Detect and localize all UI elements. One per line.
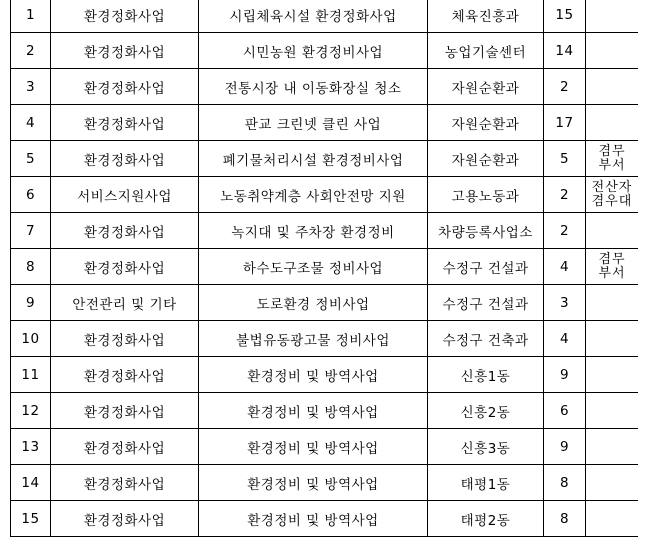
- row-number-cell: 1: [11, 0, 51, 33]
- note-cell: [586, 321, 639, 357]
- category-cell: 환경정화사업: [51, 429, 199, 465]
- project-name-cell: 환경정비 및 방역사업: [199, 465, 428, 501]
- department-cell: 체육진흥과: [428, 0, 544, 33]
- department-cell: 차량등록사업소: [428, 213, 544, 249]
- note-cell: [586, 249, 639, 285]
- row-number-cell: 13: [11, 429, 51, 465]
- table-row: [11, 249, 639, 285]
- row-number-cell: 12: [11, 393, 51, 429]
- department-cell: 자원순환과: [428, 69, 544, 105]
- department-cell: 태평1동: [428, 465, 544, 501]
- department-cell: 자원순환과: [428, 141, 544, 177]
- note-line: 겸무: [598, 251, 626, 267]
- count-cell: 4: [544, 249, 586, 285]
- count-cell: 8: [544, 501, 586, 537]
- category-cell: 안전관리 및 기타: [51, 285, 199, 321]
- project-table: [10, 0, 638, 537]
- table-row: [11, 357, 639, 393]
- category-cell: 환경정화사업: [51, 213, 199, 249]
- row-number-cell: 2: [11, 33, 51, 69]
- project-name-cell: 전통시장 내 이동화장실 청소: [199, 69, 428, 105]
- category-cell: 환경정화사업: [51, 465, 199, 501]
- count-cell: 15: [544, 0, 586, 33]
- count-cell: 17: [544, 105, 586, 141]
- note-cell: [586, 177, 639, 213]
- note-cell: [586, 141, 639, 177]
- row-number-cell: 10: [11, 321, 51, 357]
- row-number-cell: 11: [11, 357, 51, 393]
- count-cell: 14: [544, 33, 586, 69]
- category-cell: 환경정화사업: [51, 321, 199, 357]
- note-cell: [586, 0, 639, 33]
- row-number-cell: 5: [11, 141, 51, 177]
- table-row: [11, 33, 639, 69]
- table-row: [11, 321, 639, 357]
- category-cell: 환경정화사업: [51, 33, 199, 69]
- count-cell: 5: [544, 141, 586, 177]
- note-line: 부서: [598, 265, 626, 281]
- project-name-cell: 하수도구조물 정비사업: [199, 249, 428, 285]
- project-name-cell: 도로환경 정비사업: [199, 285, 428, 321]
- table-row: [11, 285, 639, 321]
- note-line: 부서: [598, 157, 626, 173]
- count-cell: 6: [544, 393, 586, 429]
- category-cell: 환경정화사업: [51, 0, 199, 33]
- note-cell: [586, 465, 639, 501]
- department-cell: 수정구 건설과: [428, 249, 544, 285]
- category-cell: 환경정화사업: [51, 501, 199, 537]
- count-cell: 8: [544, 465, 586, 501]
- note-cell: [586, 285, 639, 321]
- project-name-cell: 불법유동광고물 정비사업: [199, 321, 428, 357]
- table-row: [11, 429, 639, 465]
- count-cell: 9: [544, 429, 586, 465]
- row-number-cell: 15: [11, 501, 51, 537]
- category-cell: 환경정화사업: [51, 249, 199, 285]
- department-cell: 수정구 건축과: [428, 321, 544, 357]
- row-number-cell: 4: [11, 105, 51, 141]
- table-row: [11, 393, 639, 429]
- project-name-cell: 시립체육시설 환경정화사업: [199, 0, 428, 33]
- project-name-cell: 환경정비 및 방역사업: [199, 393, 428, 429]
- row-number-cell: 9: [11, 285, 51, 321]
- note-line: 겸우대: [591, 193, 633, 209]
- category-cell: 환경정화사업: [51, 105, 199, 141]
- department-cell: 신흥1동: [428, 357, 544, 393]
- note-cell: [586, 429, 639, 465]
- department-cell: 신흥2동: [428, 393, 544, 429]
- table-row: [11, 0, 639, 33]
- note-line: 겸무: [598, 143, 626, 159]
- project-name-cell: 녹지대 및 주차장 환경정비: [199, 213, 428, 249]
- project-name-cell: 환경정비 및 방역사업: [199, 429, 428, 465]
- table-row: [11, 501, 639, 537]
- category-cell: 서비스지원사업: [51, 177, 199, 213]
- count-cell: 4: [544, 321, 586, 357]
- project-name-cell: 폐기물처리시설 환경정비사업: [199, 141, 428, 177]
- count-cell: 2: [544, 213, 586, 249]
- count-cell: 9: [544, 357, 586, 393]
- category-cell: 환경정화사업: [51, 69, 199, 105]
- row-number-cell: 14: [11, 465, 51, 501]
- project-name-cell: 판교 크린넷 클린 사업: [199, 105, 428, 141]
- department-cell: 수정구 건설과: [428, 285, 544, 321]
- table-row: [11, 141, 639, 177]
- category-cell: 환경정화사업: [51, 357, 199, 393]
- category-cell: 환경정화사업: [51, 141, 199, 177]
- note-line: 전산자: [591, 179, 633, 195]
- row-number-cell: 3: [11, 69, 51, 105]
- count-cell: 2: [544, 177, 586, 213]
- row-number-cell: 8: [11, 249, 51, 285]
- note-cell: [586, 33, 639, 69]
- note-cell: [586, 393, 639, 429]
- project-name-cell: 환경정비 및 방역사업: [199, 501, 428, 537]
- table-body: [11, 0, 639, 537]
- note-cell: [586, 501, 639, 537]
- table-row: [11, 177, 639, 213]
- department-cell: 고용노동과: [428, 177, 544, 213]
- table-row: [11, 69, 639, 105]
- department-cell: 농업기술센터: [428, 33, 544, 69]
- table-row: [11, 105, 639, 141]
- project-table-container: [10, 0, 638, 546]
- department-cell: 태평2동: [428, 501, 544, 537]
- project-name-cell: 시민농원 환경정비사업: [199, 33, 428, 69]
- note-cell: [586, 105, 639, 141]
- row-number-cell: 7: [11, 213, 51, 249]
- count-cell: 2: [544, 69, 586, 105]
- project-name-cell: 환경정비 및 방역사업: [199, 357, 428, 393]
- department-cell: 신흥3동: [428, 429, 544, 465]
- note-cell: [586, 357, 639, 393]
- count-cell: 3: [544, 285, 586, 321]
- note-cell: [586, 213, 639, 249]
- note-cell: [586, 69, 639, 105]
- category-cell: 환경정화사업: [51, 393, 199, 429]
- table-row: [11, 213, 639, 249]
- project-name-cell: 노동취약계층 사회안전망 지원: [199, 177, 428, 213]
- department-cell: 자원순환과: [428, 105, 544, 141]
- row-number-cell: 6: [11, 177, 51, 213]
- table-row: [11, 465, 639, 501]
